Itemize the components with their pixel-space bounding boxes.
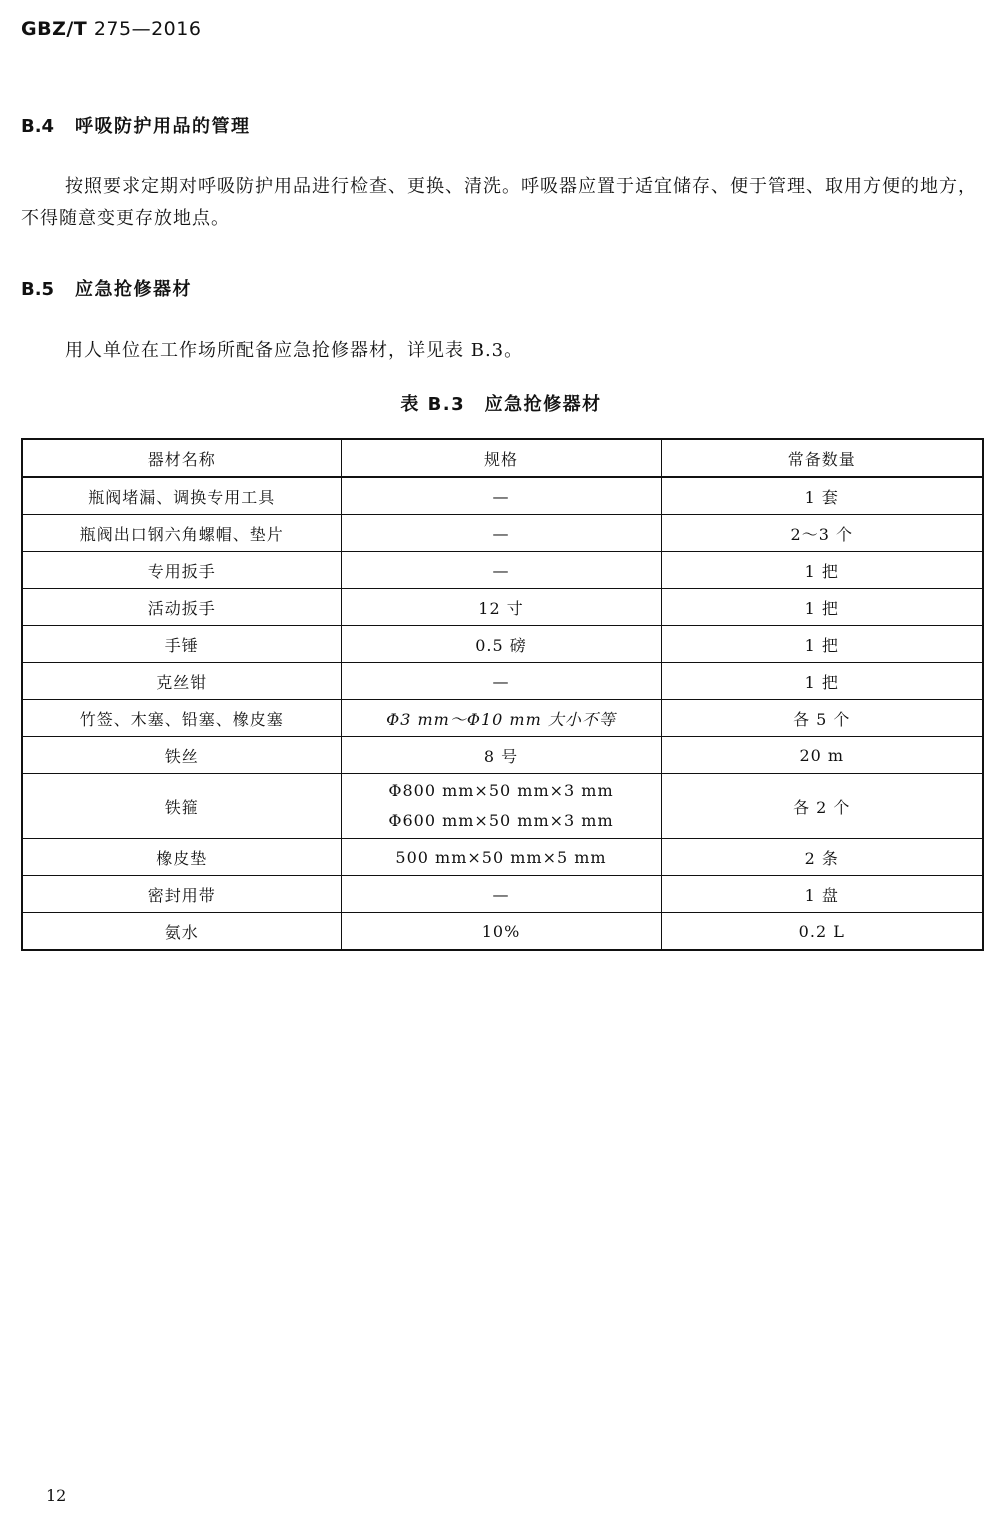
table-row — [22, 663, 983, 700]
section-b5-number: B.5 — [21, 279, 55, 300]
column-header-quantity: 常备数量 — [661, 439, 983, 477]
table-row — [22, 589, 983, 626]
table-row — [22, 700, 983, 737]
cell-spec: — — [341, 515, 661, 552]
cell-name: 氨水 — [22, 913, 341, 951]
section-b4-number: B.4 — [21, 116, 55, 137]
cell-name: 竹签、木塞、铅塞、橡皮塞 — [22, 700, 341, 737]
cell-spec: — — [341, 663, 661, 700]
cell-quantity: 0.2 L — [661, 913, 983, 951]
cell-quantity: 各 5 个 — [661, 700, 983, 737]
column-header-name: 器材名称 — [22, 439, 341, 477]
page-number: 12 — [46, 1486, 67, 1505]
section-b5-paragraph: 用人单位在工作场所配备应急抢修器材，详见表 B.3。 — [65, 340, 524, 361]
cell-name: 手锤 — [22, 626, 341, 663]
table-row — [22, 876, 983, 913]
table-row — [22, 552, 983, 589]
table-caption: 表 B.3 应急抢修器材 — [400, 394, 602, 415]
cell-name: 瓶阀堵漏、调换专用工具 — [22, 477, 341, 515]
table-row — [22, 737, 983, 774]
cell-spec-line: Φ600 mm×50 mm×3 mm — [388, 811, 614, 830]
cell-spec: 12 寸 — [341, 589, 661, 626]
table-row — [22, 839, 983, 876]
table-row — [22, 913, 983, 951]
cell-quantity: 2 条 — [661, 839, 983, 876]
column-header-spec: 规格 — [341, 439, 661, 477]
table-row — [22, 626, 983, 663]
cell-quantity: 1 把 — [661, 626, 983, 663]
cell-spec — [341, 774, 661, 839]
cell-spec: 0.5 磅 — [341, 626, 661, 663]
cell-name: 橡皮垫 — [22, 839, 341, 876]
section-b5-title: 应急抢修器材 — [75, 279, 192, 300]
cell-spec: 500 mm×50 mm×5 mm — [341, 839, 661, 876]
table-header-row — [22, 439, 983, 477]
cell-quantity: 1 把 — [661, 589, 983, 626]
cell-spec: — — [341, 876, 661, 913]
cell-name: 瓶阀出口钢六角螺帽、垫片 — [22, 515, 341, 552]
cell-spec: — — [341, 552, 661, 589]
cell-name: 密封用带 — [22, 876, 341, 913]
cell-name: 克丝钳 — [22, 663, 341, 700]
cell-spec: 8 号 — [341, 737, 661, 774]
table-row — [22, 774, 983, 839]
cell-quantity: 1 把 — [661, 552, 983, 589]
section-b5-heading — [21, 275, 192, 301]
section-b4-paragraph: 按照要求定期对呼吸防护用品进行检查、更换、清洗。呼吸器应置于适宜储存、便于管理、取用方便的地方，不得随意变更存放地点。 — [21, 176, 977, 229]
cell-spec: 10% — [341, 913, 661, 951]
cell-name: 铁箍 — [22, 774, 341, 839]
standard-code: GBZ/T — [21, 18, 88, 40]
cell-quantity: 各 2 个 — [661, 774, 983, 839]
section-b4-heading — [21, 112, 251, 138]
cell-spec: — — [341, 477, 661, 515]
cell-quantity: 2～3 个 — [661, 515, 983, 552]
cell-quantity: 20 m — [661, 737, 983, 774]
equipment-table — [21, 438, 984, 951]
cell-quantity: 1 把 — [661, 663, 983, 700]
document-header — [21, 18, 201, 40]
table-row — [22, 477, 983, 515]
standard-number: 275—2016 — [93, 18, 202, 40]
table-row — [22, 515, 983, 552]
cell-name: 活动扳手 — [22, 589, 341, 626]
cell-spec-line: Φ800 mm×50 mm×3 mm — [388, 781, 614, 800]
cell-name: 专用扳手 — [22, 552, 341, 589]
cell-quantity: 1 套 — [661, 477, 983, 515]
cell-spec: Φ3 mm～Φ10 mm 大小不等 — [341, 700, 661, 737]
cell-name: 铁丝 — [22, 737, 341, 774]
section-b4-title: 呼吸防护用品的管理 — [75, 116, 251, 137]
cell-quantity: 1 盘 — [661, 876, 983, 913]
